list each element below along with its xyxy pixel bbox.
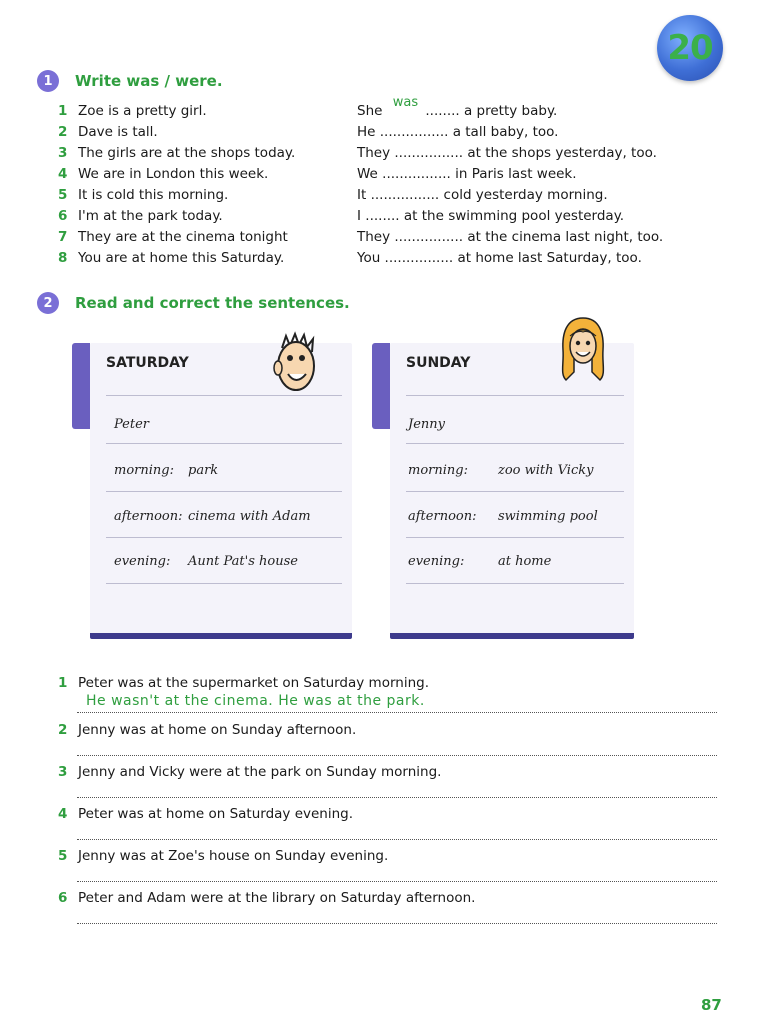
exercise1-title: Write was / were. [75,72,223,90]
ex1-right-row: He ................ a tall baby, too. [357,124,559,140]
card-name: Jenny [408,417,445,432]
unit-number: 20 [667,28,713,68]
ex1-right-row: I ........ at the swimming pool yesterday. [357,208,625,224]
question-row: 1 Peter was at the supermarket on Saturday morning. [58,675,430,691]
card-value: cinema with Adam [188,509,311,524]
answer-line[interactable] [77,797,717,798]
ex1-right-row: She was ........ a pretty baby. [357,101,557,122]
question-row: 5 Jenny was at Zoe's house on Sunday evening. [58,848,389,864]
ex1-right-row: We ................ in Paris last week. [357,166,577,182]
ex1-right-row: You ................ at home last Saturday, too. [357,250,642,266]
peter-face-icon [268,330,324,396]
question-row: 2 Jenny was at home on Sunday afternoon. [58,722,357,738]
card-value: at home [498,554,552,569]
card-spine [72,343,90,429]
card-value: swimming pool [498,509,598,524]
ex1-left-row: 2 Dave is tall. [58,124,158,140]
ex1-left-row: 1 Zoe is a pretty girl. [58,103,207,119]
card-name: Peter [114,417,149,432]
jenny-face-icon [558,316,608,384]
exercise1-header [37,70,223,92]
answer-line[interactable] [77,839,717,840]
card-label: evening: [114,554,171,569]
card-value: Aunt Pat's house [188,554,298,569]
ex1-left-row: 7 They are at the cinema tonight [58,229,288,245]
answer-line[interactable] [77,881,717,882]
answer-line[interactable] [77,923,717,924]
question-row: 3 Jenny and Vicky were at the park on Sunday morning. [58,764,442,780]
card-value: park [188,463,219,478]
ex1-right-row: It ................ cold yesterday morning. [357,187,608,203]
card-heading: SATURDAY [106,355,189,371]
example-answer: He wasn't at the cinema. He was at the park. [86,693,425,709]
example-answer: was [392,95,419,110]
exercise2-header [37,292,350,314]
answer-line[interactable] [77,755,717,756]
ex1-right-row: They ................ at the shops yesterday, too. [357,145,657,161]
exercise2-title: Read and correct the sentences. [75,294,350,312]
exercise2-number: 2 [37,292,59,314]
card-value: zoo with Vicky [498,463,594,478]
card-label: evening: [408,554,465,569]
page-number: 87 [701,996,722,1014]
ex1-left-row: 5 It is cold this morning. [58,187,229,203]
ex1-left-row: 3 The girls are at the shops today. [58,145,296,161]
card-label: morning: [408,463,468,478]
card-label: morning: [114,463,174,478]
card-label: afternoon: [408,509,477,524]
card-spine [372,343,390,429]
card-heading: SUNDAY [406,355,471,371]
ex1-left-row: 6 I'm at the park today. [58,208,223,224]
answer-line[interactable] [77,712,717,713]
question-row: 6 Peter and Adam were at the library on Saturday afternoon. [58,890,476,906]
card-label: afternoon: [114,509,183,524]
ex1-left-row: 8 You are at home this Saturday. [58,250,285,266]
ex1-right-row: They ................ at the cinema last night, too. [357,229,664,245]
ex1-left-row: 4 We are in London this week. [58,166,269,182]
unit-badge [657,15,723,81]
sunday-card [390,343,634,639]
exercise1-number: 1 [37,70,59,92]
question-row: 4 Peter was at home on Saturday evening. [58,806,354,822]
